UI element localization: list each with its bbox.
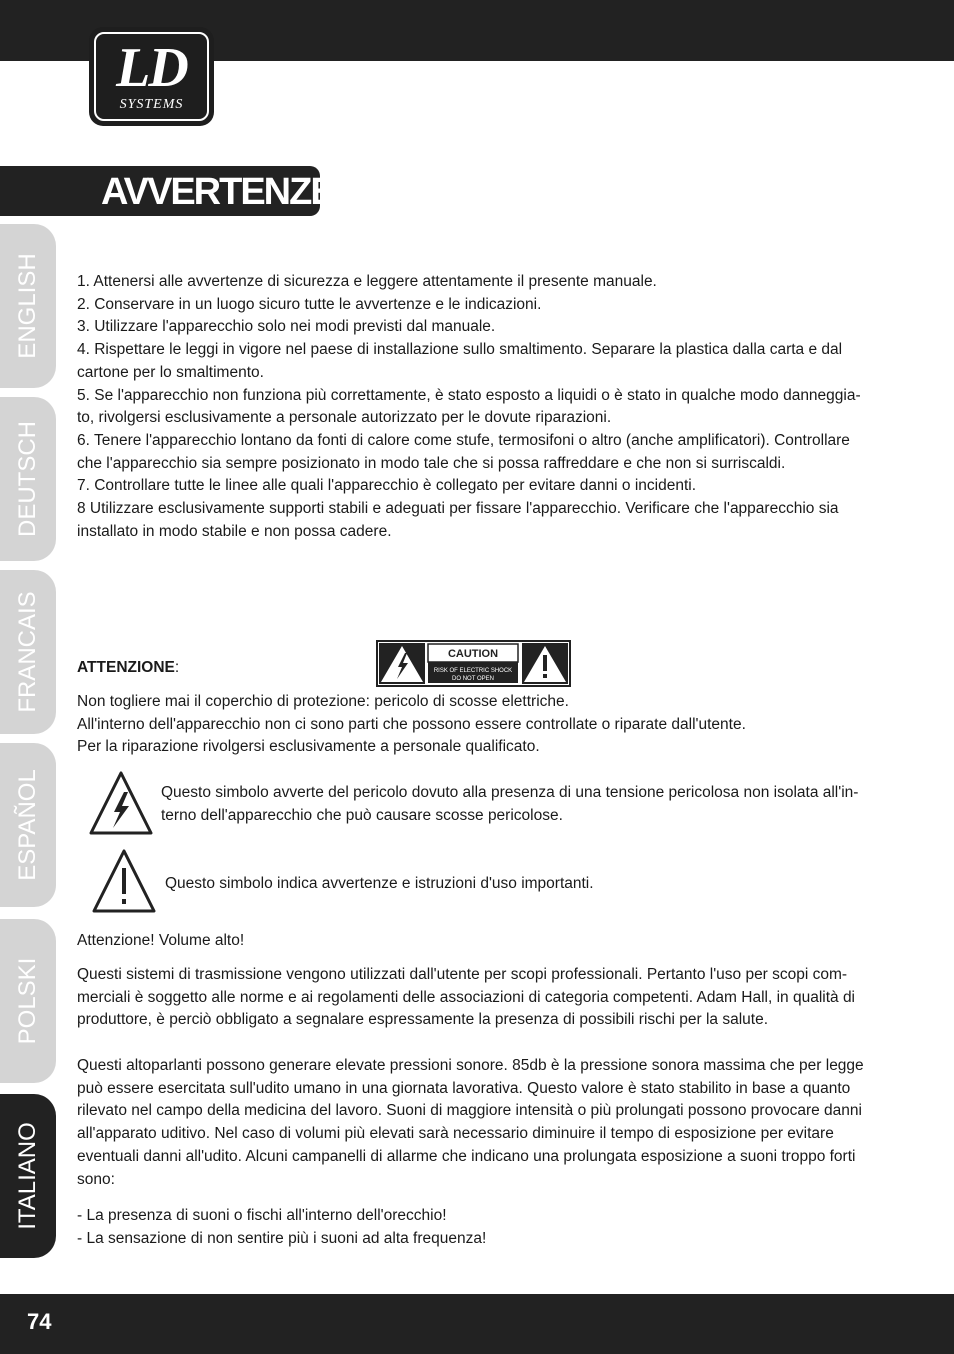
exclamation-warning-icon (91, 848, 157, 914)
tab-label: DEUTSCH (14, 420, 41, 538)
warning-item: 3. Utilizzare l'apparecchio solo nei modi previsti dal manuale. (77, 318, 496, 336)
tab-espanol[interactable] (0, 743, 56, 907)
attention-line: Per la riparazione rivolgersi esclusivamente a personale qualificato. (77, 738, 540, 756)
warning-item: 1. Attenersi alle avvertenze di sicurezza e leggere attentamente il presente manuale. (77, 273, 657, 290)
tab-label: FRANCAIS (14, 591, 41, 713)
page-title-text: AVVERTENZE (101, 171, 334, 213)
tab-deutsch[interactable] (0, 397, 56, 561)
warning-item: 6. Tenere l'apparecchio lontano da fonti di calore come stufe, termosifoni o altro (anche amplificatori). Controllare che l'apparecchio sia sempre posizionato in modo tale che si possa raffreddare e che non si surriscaldi. (77, 431, 850, 472)
bullet-item: - La sensazione di non sentire più i suoni ad alta frequenza! (77, 1229, 487, 1247)
bottom-bar (0, 1294, 954, 1354)
attention-label: ATTENZIONE (77, 659, 175, 676)
tab-label: ITALIANO (14, 1122, 41, 1230)
lightning-warning-icon (88, 770, 154, 836)
volume-bullets (77, 1205, 877, 1250)
tab-label: ENGLISH (14, 253, 41, 359)
section-title-bar (0, 166, 342, 216)
warning-item: 8 Utilizzare esclusivamente supporti stabili e adeguati per fissare l'apparecchio. Verificare che l'apparecchio sia installato in modo stabile e non possa cadere. (77, 500, 839, 540)
tab-polski[interactable] (0, 919, 56, 1083)
lightning-symbol-text: Questo simbolo avverte del pericolo dovuto alla presenza di una tensione pericolosa non isolata all'in-terno dell'apparecchio che può causare scosse pericolose. (161, 784, 859, 824)
tab-label: POLSKI (14, 957, 41, 1045)
tab-italiano[interactable] (0, 1094, 56, 1258)
logo-subtitle: SYSTEMS (119, 97, 184, 112)
attention-colon: : (174, 659, 180, 676)
page-number: 74 (27, 1309, 52, 1334)
logo-frame (94, 32, 209, 121)
page-title (101, 170, 341, 217)
volume-paragraph-1: Questi sistemi di trasmissione vengono utilizzati dall'utente per scopi professionali. Pertanto l'uso per scopi com-merciali è soggetto alle norme e ai regolamenti delle associazioni di categoria competenti. Adam Hall, in qualità di produttore, è perciò obbligato a segnalare espressamente la presenza di possibili rischi per la salute. (77, 966, 856, 1029)
tab-label: ESPAÑOL (14, 769, 41, 881)
caution-label-icon (376, 640, 571, 687)
warning-item: 2. Conservare in un luogo sicuro tutte le avvertenze e le indicazioni. (77, 295, 542, 313)
caution-line-2: DO NOT OPEN (452, 676, 494, 682)
tab-english[interactable] (0, 224, 56, 388)
warning-item: 7. Controllare tutte le linee alle quali l'apparecchio è collegato per evitare danni o incidenti. (77, 477, 697, 495)
warning-item: 4. Rispettare le leggi in vigore nel paese di installazione sullo smaltimento. Separare la plastica dalla carta e dal cartone per lo smaltimento. (77, 341, 843, 381)
logo-letters: LD (116, 37, 187, 99)
bullet-item: - La presenza di suoni o fischi all'interno dell'orecchio! (77, 1207, 447, 1224)
page-title-colon: : (333, 179, 342, 210)
ld-systems-logo (89, 27, 214, 126)
volume-paragraph-2: Questi altoparlanti possono generare elevate pressioni sonore. 85db è la pressione sonora massima che per legge può essere esercitata sull'udito umano in una giornata lavorativa. Questo valore è stato stabilito in base a quanto rilevato nel campo della medicina del lavoro. Suoni di maggiore intensità o più prolungati possono provocare danni all'apparato uditivo. Nel caso di volumi più elevati sarà necessario diminuire il tempo di esposizione per evitare eventuali danni all'udito. Alcuni campanelli di allarme che indicano una prolungata esposizione a suoni troppo forti sono: (77, 1057, 864, 1188)
caution-title: CAUTION (447, 648, 499, 660)
attention-line: Non togliere mai il coperchio di protezione: pericolo di scosse elettriche. (77, 693, 569, 710)
warning-item: 5. Se l'apparecchio non funziona più correttamente, è stato esposto a liquidi o è stato in qualche modo danneggia-to, rivolgersi esclusivamente a personale autorizzato per le dovute riparazioni. (77, 386, 861, 427)
attention-body (77, 691, 877, 759)
exclamation-symbol-text: Questo simbolo indica avvertenze e istruzioni d'uso importanti. (165, 875, 594, 892)
volume-heading: Attenzione! Volume alto! (77, 932, 245, 949)
attention-line: All'interno dell'apparecchio non ci sono parti che possono essere controllate o riparate dall'utente. (77, 715, 746, 733)
warnings-list (77, 271, 877, 543)
caution-line-1: RISK OF ELECTRIC SHOCK (433, 668, 513, 674)
tab-francais[interactable] (0, 570, 56, 734)
